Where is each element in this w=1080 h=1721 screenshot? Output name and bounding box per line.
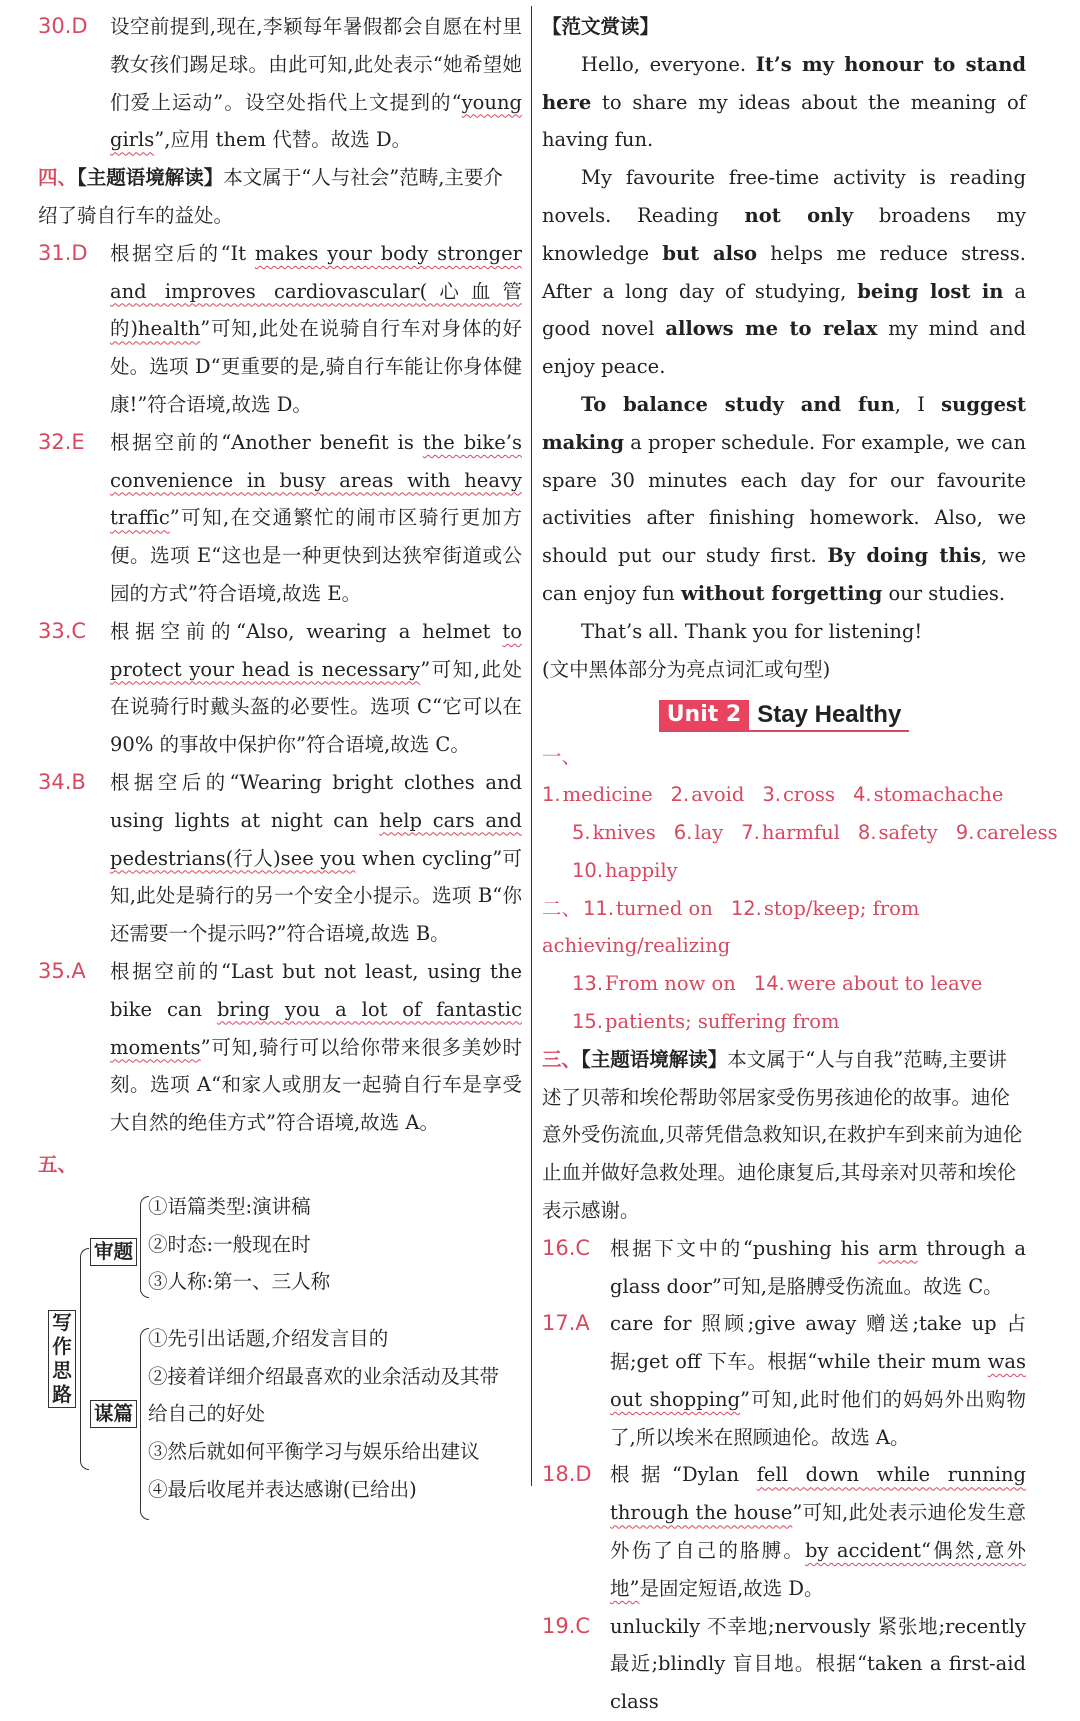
section-text: 本文属于“人与社会”范畴,主要介绍了骑自行车的益处。: [38, 166, 503, 227]
highlight-phrase: suggest making: [542, 392, 1026, 454]
mindmap-review-list: [148, 1188, 330, 1301]
section-mark: 五、: [38, 1152, 78, 1176]
answer-item-33: [38, 613, 522, 764]
answer-word: stomachache: [873, 783, 1004, 807]
quoted-phrase: the bike’s convenience in busy areas with heavy traffic: [110, 430, 522, 530]
explanation-text: ”可知,骑行可以给你带来很多美妙时刻。选项 A“和家人或朋友一起骑自行车是享受大自然的绝佳方式”符合语境,故选 A。: [110, 1035, 522, 1135]
answer-number: 19.C: [542, 1613, 591, 1638]
answer-phrase: turned on: [616, 896, 713, 920]
highlight-phrase: By doing this: [827, 544, 981, 568]
quoted-phrase: makes your body stronger and improves cardiovascular(心血管的)health: [110, 241, 522, 341]
answer-item-31: [38, 235, 522, 424]
quoted-phrase: was out shopping: [610, 1350, 1026, 1411]
answer-item-16: 16.C 根据下文中的“pushing his arm through a glass door”可知,是胳膊受伤流血。故选 C。: [542, 1230, 1026, 1306]
answer-word: knives: [592, 820, 656, 844]
quoted-phrase: fell down while running through the house: [610, 1463, 1026, 1525]
answer-phrase: From now on: [605, 972, 736, 996]
model-essay-paragraph: That’s all. Thank you for listening!: [581, 619, 923, 643]
highlight-phrase: not only: [744, 203, 854, 227]
section-one-answers: 一、1. medicine 2. avoid 3. cross 4. stomachache 5. knives 6. lay 7. harmful 8. safety 9. careless 10. happily: [542, 745, 1058, 882]
explanation-text: unluckily 不幸地;nervously 紧张地;recently 最近;blindly 盲目地。根据“taken a first-aid class: [610, 1614, 1026, 1714]
explanation-text: ”可知,此处在说骑行时戴头盔的必要性。选项 C“它可以在 90% 的事故中保护你”符合语境,故选 C。: [110, 657, 522, 757]
mindmap-plan-list: [148, 1320, 518, 1509]
quoted-phrase: by accident“偶然,意外地”: [610, 1539, 1026, 1600]
mindmap-item: ①先引出话题,介绍发言目的: [148, 1326, 389, 1350]
answer-number: 16.C: [542, 1235, 591, 1260]
answer-word: safety: [878, 820, 938, 844]
mindmap-brace: [80, 1248, 89, 1470]
model-essay-paragraph: My favourite free-time activity is reading novels. Reading not only broadens my knowledge but also helps me reduce stress. After a long day of studying, being lost in a good novel allows me to relax my mind and enjoy peace.: [542, 166, 1027, 379]
left-column: [38, 8, 522, 1528]
answer-word: careless: [976, 820, 1058, 844]
explanation-text: ”可知,此处在说骑自行车对身体的好处。选项 D“更重要的是,骑自行车能让你身体健康!”符合语境,故选 D。: [110, 317, 522, 416]
answer-item-19: [542, 1608, 1026, 1721]
answer-item-17: 17.A care for 照顾;give away 赠送;take up 占据;get off 下车。根据“while their mum was out shopping”可知,此时他们的妈妈外出购物了,所以埃米在照顾迪伦。故选 A。: [542, 1305, 1026, 1456]
mindmap-item: ③人称:第一、三人称: [148, 1270, 331, 1294]
answer-item-30: [38, 8, 522, 159]
answer-number: 31.D: [38, 240, 88, 265]
section-four-header: [38, 159, 522, 235]
mindmap-branch-review: 审题: [90, 1238, 137, 1266]
section-two-answers: 二、 11. turned on 12. stop/keep; from achieving/realizing 13. From now on 14. were about to leave 15. patients; suffering from: [542, 896, 983, 1033]
answer-word: medicine: [562, 783, 653, 807]
column-divider: [531, 6, 532, 1486]
model-essay-note: (文中黑体部分为亮点词汇或句型): [542, 657, 831, 681]
model-essay-paragraph: To balance study and fun, I suggest making a proper schedule. For example, we can spare 30 minutes each day for our favourite activities after finishing homework. Also, we should put our study first. By doing this, we can enjoy fun without forgetting our studies.: [542, 392, 1026, 605]
explanation-text: 根据空前的“Also, wearing a helmet: [110, 619, 503, 643]
section-three-header: [542, 1041, 1026, 1230]
mindmap-branch-plan: 谋篇: [90, 1400, 137, 1428]
answer-word: avoid: [691, 783, 745, 807]
answer-item-35: [38, 953, 522, 1142]
highlight-phrase: without forgetting: [680, 581, 883, 605]
answer-word: cross: [782, 783, 835, 807]
section-mark: 四、: [38, 166, 78, 190]
answer-item-32: [38, 424, 522, 613]
highlight-phrase: but also: [662, 241, 757, 265]
explanation-text: 根据空后的“Wearing bright clothes and using lights at night can: [110, 770, 522, 832]
explanation-text: 设空前提到,现在,李颖每年暑假都会自愿在村里教女孩们踢足球。由此可知,此处表示“她希望她们爱上运动”。设空处指代上文提到的“: [110, 15, 522, 114]
quoted-phrase: to protect your head is necessary: [110, 619, 522, 681]
answer-number: 18.D: [542, 1462, 592, 1487]
answer-phrase: patients; suffering from: [605, 1009, 840, 1033]
quoted-phrase: young girls: [110, 90, 522, 152]
mindmap-item: ③然后就如何平衡学习与娱乐给出建议: [148, 1440, 480, 1464]
quoted-phrase: arm: [878, 1236, 918, 1260]
section-text: 本文属于“人与自我”范畴,主要讲述了贝蒂和埃伦帮助邻居家受伤男孩迪伦的故事。迪伦意外受伤流血,贝蒂凭借急救知识,在救护车到来前为迪伦止血并做好急救处理。迪伦康复后,其母亲对贝蒂和埃伦表示感谢。: [542, 1047, 1023, 1222]
section-mark: 三、: [542, 1047, 582, 1071]
mindmap-item: ②接着详细介绍最喜欢的业余活动及其带给自己的好处: [148, 1364, 500, 1426]
model-essay-paragraph: Hello, everyone. It’s my honour to stand here to share my ideas about the meaning of having fun.: [542, 52, 1027, 152]
quoted-phrase: bring you a lot of fantastic moments: [110, 997, 523, 1059]
answer-number: 32.E: [38, 429, 85, 454]
quoted-phrase: help cars and pedestrians(行人)see you: [110, 808, 522, 870]
answer-word: happily: [605, 858, 678, 882]
right-column: [542, 8, 1058, 1721]
answer-phrase: stop/keep; from achieving/realizing: [542, 896, 920, 958]
highlight-phrase: It’s my honour to stand here: [542, 52, 1027, 114]
mindmap-root: 写作思路: [48, 1310, 76, 1408]
answer-number: 17.A: [542, 1311, 590, 1336]
explanation-text: ”,应用 them 代替。故选 D。: [154, 128, 412, 152]
answer-word: harmful: [761, 820, 840, 844]
explanation-text: 根据空前的“Another benefit is: [110, 430, 423, 454]
mindmap-item: ①语篇类型:演讲稿: [148, 1194, 311, 1218]
answer-item-18: 18.D 根据“Dylan fell down while running through the house”可知,此处表示迪伦发生意外伤了自己的胳膊。by accident“偶然,意外地”是固定短语,故选 D。: [542, 1456, 1026, 1607]
answer-word: lay: [694, 820, 724, 844]
section-label: 【主题语境解读】: [77, 166, 224, 190]
model-essay-heading: 【范文赏读】: [542, 15, 660, 38]
answer-item-34: [38, 764, 522, 953]
explanation-text: 根据空前的“Last but not least, using the bike can: [110, 959, 522, 1021]
explanation-text: 根据空后的“It: [110, 241, 255, 265]
unit-tag: Unit 2: [659, 700, 750, 730]
answer-number: 33.C: [38, 618, 87, 643]
mindmap-item: ②时态:一般现在时: [148, 1232, 311, 1256]
explanation-text: when cycling”可知,此处是骑行的另一个安全小提示。选项 B“你还需要一个提示吗?”符合语境,故选 B。: [110, 846, 522, 946]
section-five-header: [38, 1146, 522, 1184]
explanation-text: ”可知,在交通繁忙的闹市区骑行更加方便。选项 E“这也是一种更快到达狭窄街道或公园的方式”符合语境,故选 E。: [110, 506, 522, 605]
answer-number: 30.D: [38, 14, 88, 38]
unit-title: Stay Healthy: [757, 701, 902, 729]
highlight-phrase: To balance study and fun: [581, 392, 895, 416]
writing-mindmap: [38, 1188, 522, 1528]
highlight-phrase: being lost in: [857, 279, 1004, 303]
mindmap-item: ④最后收尾并表达感谢(已给出): [148, 1477, 417, 1501]
unit-banner: [542, 700, 1026, 732]
answer-number: 35.A: [38, 958, 86, 983]
highlight-phrase: allows me to relax: [665, 317, 878, 341]
answer-number: 34.B: [38, 769, 86, 794]
section-label: 【主题语境解读】: [581, 1047, 728, 1071]
answer-phrase: were about to leave: [786, 972, 983, 996]
